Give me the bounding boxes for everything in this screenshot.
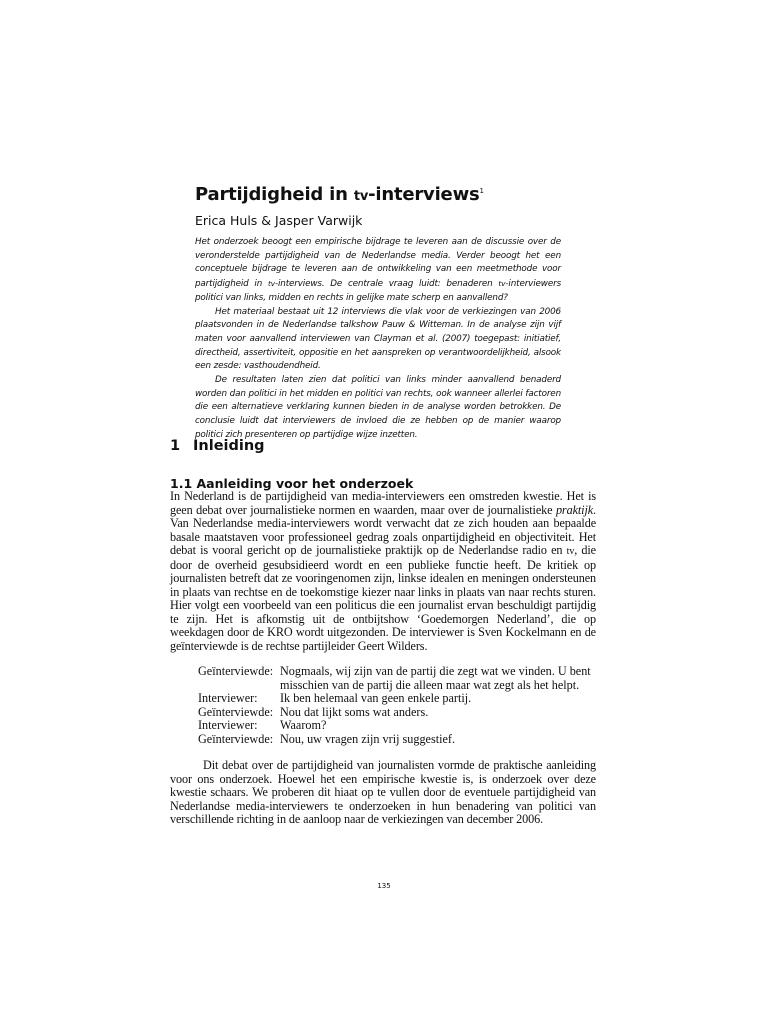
abstract-paragraph: Het materiaal bestaat uit 12 interviews die vlak voor de verkiezingen van 2006 plaatsvonden in de Nederlandse talkshow Pauw & Witteman. In de analyse zijn vijf maten voor aanvallend interviewen van Clayman et al. (2007) toegepast: initiatief, directheid, assertiviteit, oppositie en het aanspreken op verantwoordelijkheid, alsook een zesde: vasthoudendheid. (195, 306, 561, 372)
abstract-tv-smallcaps: tv (267, 279, 275, 289)
body-emphasis: praktijk (555, 502, 594, 517)
abstract-text: Het onderzoek beoogt een empirische bijdrage te leveren aan de discussie over de veronderstelde partijdigheid van de Nederlandse media. Verder beoogt het een conceptuele bijdrage te leveren aan de ontwikkeling van een meetmethode voor partijdigheid in (195, 237, 561, 290)
body-paragraph (170, 759, 596, 827)
speaker-line: Nou, uw vragen zijn vrij suggestief. (280, 731, 455, 746)
transcript-turn (198, 706, 598, 720)
speaker-label: Interviewer: (198, 718, 258, 732)
body-paragraph (170, 490, 596, 653)
interview-transcript (198, 665, 598, 746)
speaker-label: Geïnterviewde: (198, 704, 274, 719)
body-text: Dit debat over de partijdigheid van journalisten vormde de praktische aanleiding voor ons onderzoek. Hoewel het een empirische kwestie is, is onderzoek over deze kwestie schaars. We proberen dit hiaat op te vullen door de eventuele partijdigheid van Nederlandse media-interviewers te onderzoeken in hun benadering van politici van verschillende richting in de aanloop naar de verkiezingen van december 2006. (170, 758, 596, 826)
title-rest: -interviews (368, 184, 480, 205)
body-text: In Nederland is de partijdigheid van media-interviewers een omstreden kwestie. Het is geen debat over journalistieke normen en waarden, maar over de journalistieke (170, 489, 596, 517)
speaker-line: Nogmaals, wij zijn van de partij die zegt wat we vinden. U bent misschien van de partij die alleen maar wat zegt als het helpt. (280, 664, 591, 692)
speaker-label: Geïnterviewde: (198, 731, 274, 746)
section-number: 1 (170, 438, 181, 454)
article-authors: Erica Huls & Jasper Varwijk (195, 213, 363, 228)
page-number: 135 (377, 882, 391, 890)
article-title (195, 184, 484, 205)
abstract-paragraph: De resultaten laten zien dat politici van links minder aanvallend benaderd worden dan politici in het midden en politici van rechts, ook wanneer allerlei factoren die een alternatieve verklaring kunnen bieden in de analyse worden betrokken. De conclusie luidt dat interviewers de invloed die ze hebben op de manier waarop politici zich presenteren op partijdige wijze inzetten. (195, 375, 561, 440)
abstract (195, 236, 561, 443)
title-tv-smallcaps: tv (353, 189, 369, 204)
title-main: Partijdigheid in (195, 184, 354, 205)
section-title: Inleiding (193, 438, 265, 454)
abstract-paragraph (195, 236, 561, 306)
body-text: , die door de overheid gesubsidieerd wordt en een publieke functie heeft. De kritiek op journalisten betreft dat ze vooringenomen zijn, linkse idealen en meningen ondersteunen in plaats van rechtse en de toekomstige kiezer naar links in plaats van naar rechts sturen. Hier volgt een voorbeeld van een politicus die een journalist ervan beschuldigt partijdig te zijn. Het is afkomstig uit de ontbijtshow ‘Goedemorgen Nederland’, die op weekdagen door de KRO wordt uitgezonden. De interviewer is Sven Kockelmann en de geïnterviewde is de rechtse partijleider Geert Wilders. (170, 543, 596, 653)
speaker-line: Waarom? (280, 718, 327, 732)
body-tv-smallcaps: tv (566, 546, 575, 557)
subsection-heading: 1.1 Aanleiding voor het onderzoek (170, 476, 414, 491)
transcript-turn (198, 665, 598, 692)
speaker-line: Ik ben helemaal van geen enkele partij. (280, 691, 472, 705)
speaker-label: Interviewer: (198, 691, 258, 705)
transcript-turn (198, 733, 598, 747)
body-text: . Van Nederlandse media-interviewers wordt verwacht dat ze zich houden aan bepaalde basale maatstaven voor professioneel gedrag zoals onpartijdigheid en objectiviteit. Het debat is vooral gericht op de journalistieke praktijk op de Nederlandse radio en (170, 502, 596, 557)
transcript-turn (198, 692, 598, 706)
title-footnote-marker: 1 (479, 187, 484, 195)
abstract-text: -interviewers politici van links, midden en rechts in gelijke mate scherp en aanvallend? (195, 279, 561, 303)
abstract-text: -interviews. De centrale vraag luidt: benaderen (274, 279, 499, 290)
speaker-line: Nou dat lijkt soms wat anders. (280, 704, 429, 719)
transcript-turn (198, 719, 598, 733)
abstract-tv-smallcaps: tv (498, 279, 506, 289)
section-heading (170, 438, 265, 454)
speaker-label: Geïnterviewde: (198, 664, 274, 678)
